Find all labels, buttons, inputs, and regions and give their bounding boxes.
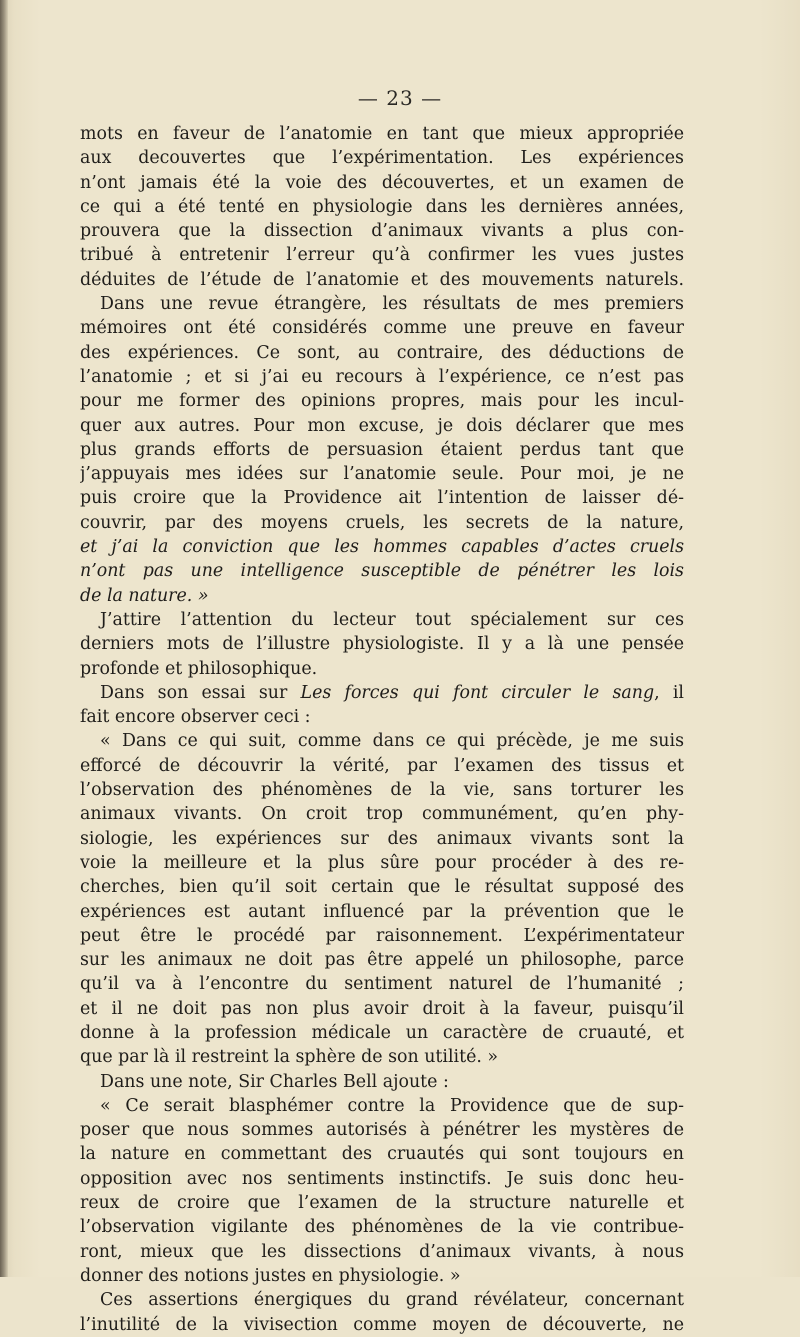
body-text bbox=[80, 122, 684, 1337]
text-line: n’ont jamais été la voie des découvertes, et un examen de bbox=[80, 172, 684, 193]
text-line: mémoires ont été considérés comme une preuve en faveur bbox=[80, 318, 684, 339]
text-line bbox=[80, 681, 684, 705]
text-line: peut être le procédé par raisonnement. L’expérimentateur bbox=[80, 925, 684, 946]
text-line: efforcé de découvrir la vérité, par l’examen des tissus et bbox=[80, 755, 684, 776]
text-line: plus grands efforts de persuasion étaient perdus tant que bbox=[80, 439, 684, 460]
text-line: ront, mieux que les dissections d’animaux vivants, à nous bbox=[80, 1241, 684, 1262]
text-line: sur les animaux ne doit pas être appelé un philosophe, parce bbox=[80, 950, 684, 971]
text-line: j’appuyais mes idées sur l’anatomie seule. Pour moi, je ne bbox=[80, 464, 684, 485]
text-line: derniers mots de l’illustre physiologiste. Il y a là une pensée bbox=[80, 634, 684, 655]
text-line: l’inutilité de la vivisection comme moyen de découverte, ne bbox=[80, 1314, 684, 1335]
text-line: voie la meilleure et la plus sûre pour procéder à des re- bbox=[80, 852, 684, 873]
text-line: déduites de l’étude de l’anatomie et des mouvements naturels. bbox=[80, 269, 684, 290]
mixed-prefix: Dans son essai sur bbox=[100, 682, 301, 703]
text-line: expériences est autant influencé par la prévention que le bbox=[80, 901, 684, 922]
page-number: — 23 — bbox=[357, 86, 443, 110]
text-line: et il ne doit pas non plus avoir droit à la faveur, puisqu’il bbox=[80, 998, 684, 1019]
text-line: Dans une note, Sir Charles Bell ajoute : bbox=[100, 1071, 449, 1092]
text-line: donne à la profession médicale un caractère de cruauté, et bbox=[80, 1022, 684, 1043]
text-line: la nature en commettant des cruautés qui sont toujours en bbox=[80, 1144, 684, 1165]
text-line: l’observation des phénomènes de la vie, sans torturer les bbox=[80, 780, 684, 801]
mixed-suffix: , il bbox=[654, 682, 684, 703]
text-line: mots en faveur de l’anatomie en tant que mieux appropriée bbox=[80, 124, 684, 144]
text-line: qu’il va à l’encontre du sentiment naturel de l’humanité ; bbox=[80, 974, 684, 995]
text-line: cherches, bien qu’il soit certain que le résultat supposé des bbox=[80, 877, 684, 898]
text-line: couvrir, par des moyens cruels, les secrets de la nature, bbox=[80, 512, 684, 533]
text-line: animaux vivants. On croit trop communément, qu’en phy- bbox=[80, 804, 684, 825]
essay-title: Les forces qui font circuler le sang bbox=[300, 682, 655, 703]
text-line: opposition avec nos sentiments instinctifs. Je suis donc heu- bbox=[80, 1168, 684, 1189]
text-line: J’attire l’attention du lecteur tout spécialement sur ces bbox=[100, 609, 684, 630]
text-line: des expériences. Ce sont, au contraire, des déductions de bbox=[80, 342, 684, 363]
text-line: l’anatomie ; et si j’ai eu recours à l’expérience, ce n’est pas bbox=[80, 366, 684, 387]
text-line: pour me former des opinions propres, mais pour les incul- bbox=[80, 391, 684, 412]
binding-edge bbox=[0, 0, 8, 1277]
text-line: ce qui a été tenté en physiologie dans les dernières années, bbox=[80, 196, 684, 217]
text-line: puis croire que la Providence ait l’intention de laisser dé- bbox=[80, 488, 684, 509]
text-line: fait encore observer ceci : bbox=[80, 707, 311, 728]
text-line: de la nature. » bbox=[80, 585, 209, 606]
text-line: et j’ai la conviction que les hommes capables d’actes cruels bbox=[80, 537, 684, 558]
text-line: que par là il restreint la sphère de son utilité. » bbox=[80, 1047, 499, 1068]
text-line: aux decouvertes que l’expérimentation. Les expériences bbox=[80, 148, 684, 169]
text-line: prouvera que la dissection d’animaux vivants a plus con- bbox=[80, 221, 684, 242]
text-line: donner des notions justes en physiologie. » bbox=[80, 1265, 461, 1286]
text-line: poser que nous sommes autorisés à pénétrer les mystères de bbox=[80, 1120, 684, 1141]
text-line: quer aux autres. Pour mon excuse, je dois déclarer que mes bbox=[80, 415, 684, 436]
text-line: profonde et philosophique. bbox=[80, 658, 318, 679]
text-line: Dans une revue étrangère, les résultats de mes premiers bbox=[100, 294, 684, 315]
text-line: l’observation vigilante des phénomènes de la vie contribue- bbox=[80, 1217, 684, 1238]
text-line: siologie, les expériences sur des animaux vivants sont la bbox=[80, 828, 684, 849]
text-line: n’ont pas une intelligence susceptible de pénétrer les lois bbox=[80, 561, 684, 582]
text-line: reux de croire que l’examen de la structure naturelle et bbox=[80, 1193, 684, 1214]
text-line: tribué à entretenir l’erreur qu’à confirmer les vues justes bbox=[80, 245, 684, 266]
text-line: « Dans ce qui suit, comme dans ce qui précède, je me suis bbox=[100, 731, 684, 752]
text-line: « Ce serait blasphémer contre la Providence que de sup- bbox=[100, 1095, 684, 1116]
text-line: Ces assertions énergiques du grand révélateur, concernant bbox=[100, 1290, 684, 1311]
